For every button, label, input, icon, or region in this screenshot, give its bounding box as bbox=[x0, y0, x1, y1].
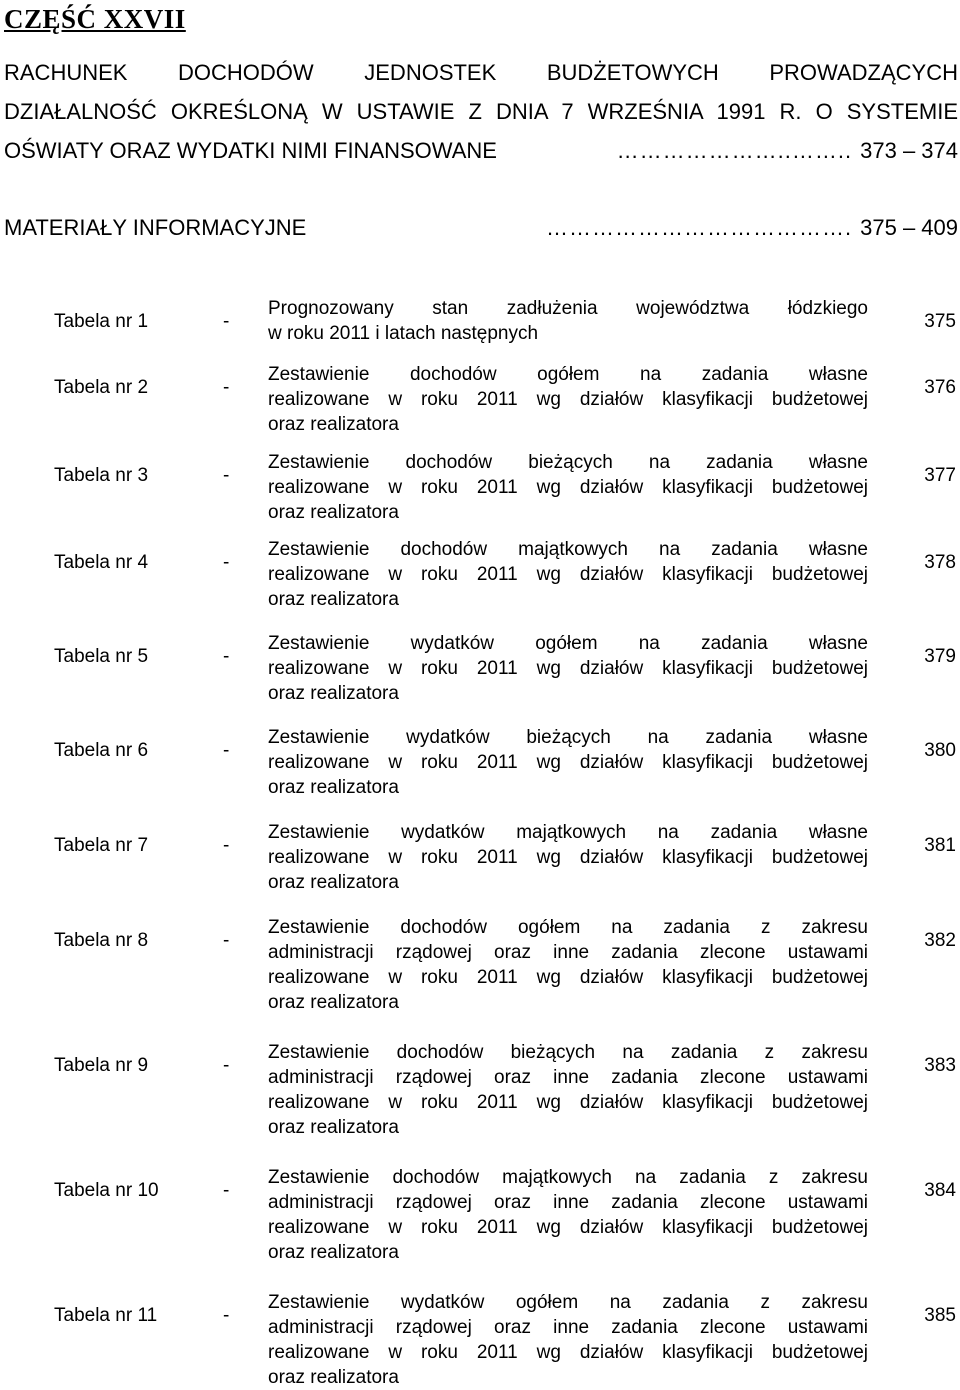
description-line: administracji rządowej oraz inne zadania zlecone ustawami bbox=[268, 1192, 868, 1213]
description-line: realizowane w roku 2011 wg działów klasyfikacji budżetowej bbox=[268, 658, 868, 679]
description-line: Zestawienie wydatków ogółem na zadania własne bbox=[268, 633, 868, 654]
description-line: Prognozowany stan zadłużenia województwa łódzkiego bbox=[268, 298, 868, 319]
table-description bbox=[268, 631, 868, 706]
description-line: w roku 2011 i latach następnych bbox=[268, 323, 539, 344]
section-heading-text: OŚWIATY ORAZ WYDATKI NIMI FINANSOWANE bbox=[4, 138, 497, 163]
table-number-label: Tabela nr 11 bbox=[54, 1305, 158, 1326]
description-line: Zestawienie wydatków majątkowych na zadania własne bbox=[268, 822, 868, 843]
description-line: realizowane w roku 2011 wg działów klasyfikacji budżetowej bbox=[268, 1217, 868, 1238]
description-line: oraz realizatora bbox=[268, 589, 399, 610]
separator-dash: - bbox=[223, 1055, 230, 1076]
table-description bbox=[268, 1040, 868, 1140]
description-line: realizowane w roku 2011 wg działów klasyfikacji budżetowej bbox=[268, 564, 868, 585]
table-number-label: Tabela nr 1 bbox=[54, 311, 149, 332]
page-number: 379 bbox=[924, 646, 956, 667]
description-line: Zestawienie dochodów bieżących na zadania własne bbox=[268, 452, 868, 473]
description-line: oraz realizatora bbox=[268, 502, 399, 523]
table-number-label: Tabela nr 4 bbox=[54, 552, 149, 573]
section-heading-line-1: RACHUNEK DOCHODÓW JEDNOSTEK BUDŻETOWYCH PROWADZĄCYCH bbox=[4, 60, 958, 85]
page-number: 383 bbox=[924, 1055, 956, 1076]
page-range: 373 – 374 bbox=[860, 138, 958, 163]
table-number-label: Tabela nr 9 bbox=[54, 1055, 149, 1076]
description-line: Zestawienie wydatków bieżących na zadania własne bbox=[268, 727, 868, 748]
separator-dash: - bbox=[223, 646, 230, 667]
description-line: realizowane w roku 2011 wg działów klasyfikacji budżetowej bbox=[268, 1092, 868, 1113]
page-number: 384 bbox=[924, 1180, 956, 1201]
table-description bbox=[268, 820, 868, 895]
table-number-label: Tabela nr 6 bbox=[54, 740, 149, 761]
separator-dash: - bbox=[223, 465, 230, 486]
table-description bbox=[268, 296, 868, 346]
table-number-label: Tabela nr 10 bbox=[54, 1180, 159, 1201]
separator-dash: - bbox=[223, 552, 230, 573]
description-line: oraz realizatora bbox=[268, 1242, 399, 1263]
page-number: 385 bbox=[924, 1305, 956, 1326]
description-line: realizowane w roku 2011 wg działów klasyfikacji budżetowej bbox=[268, 847, 868, 868]
page-number: 375 bbox=[924, 311, 956, 332]
table-number-label: Tabela nr 8 bbox=[54, 930, 149, 951]
separator-dash: - bbox=[223, 835, 230, 856]
page-number: 378 bbox=[924, 552, 956, 573]
section-heading-line-3 bbox=[4, 132, 958, 170]
description-line: realizowane w roku 2011 wg działów klasyfikacji budżetowej bbox=[268, 752, 868, 773]
description-line: oraz realizatora bbox=[268, 777, 399, 798]
table-number-label: Tabela nr 7 bbox=[54, 835, 149, 856]
table-description bbox=[268, 915, 868, 1015]
materials-heading-text: MATERIAŁY INFORMACYJNE bbox=[4, 215, 307, 240]
description-line: Zestawienie dochodów ogółem na zadania z zakresu bbox=[268, 917, 868, 938]
page-number: 376 bbox=[924, 377, 956, 398]
description-line: oraz realizatora bbox=[268, 683, 399, 704]
description-line: oraz realizatora bbox=[268, 1117, 399, 1138]
page-range: 375 – 409 bbox=[860, 215, 958, 240]
separator-dash: - bbox=[223, 1305, 230, 1326]
table-number-label: Tabela nr 5 bbox=[54, 646, 149, 667]
separator-dash: - bbox=[223, 1180, 230, 1201]
table-description bbox=[268, 1290, 868, 1390]
page-number: 377 bbox=[924, 465, 956, 486]
table-description bbox=[268, 362, 868, 437]
description-line: administracji rządowej oraz inne zadania zlecone ustawami bbox=[268, 1317, 868, 1338]
description-line: realizowane w roku 2011 wg działów klasyfikacji budżetowej bbox=[268, 389, 868, 410]
description-line: Zestawienie dochodów majątkowych na zadania własne bbox=[268, 539, 868, 560]
page-number: 381 bbox=[924, 835, 956, 856]
description-line: realizowane w roku 2011 wg działów klasyfikacji budżetowej bbox=[268, 967, 868, 988]
leader-dots: …………………..…….. bbox=[616, 138, 853, 163]
leader-dots: …………………………………. bbox=[546, 215, 853, 240]
description-line: realizowane w roku 2011 wg działów klasyfikacji budżetowej bbox=[268, 1342, 868, 1363]
table-number-label: Tabela nr 2 bbox=[54, 377, 149, 398]
table-description bbox=[268, 725, 868, 800]
description-line: Zestawienie dochodów majątkowych na zadania z zakresu bbox=[268, 1167, 868, 1188]
page-number: 380 bbox=[924, 740, 956, 761]
description-line: Zestawienie wydatków ogółem na zadania z zakresu bbox=[268, 1292, 868, 1313]
separator-dash: - bbox=[223, 377, 230, 398]
separator-dash: - bbox=[223, 930, 230, 951]
section-heading-line-2: DZIAŁALNOŚĆ OKREŚLONĄ W USTAWIE Z DNIA 7 WRZEŚNIA 1991 R. O SYSTEMIE bbox=[4, 99, 958, 124]
description-line: Zestawienie dochodów bieżących na zadania z zakresu bbox=[268, 1042, 868, 1063]
separator-dash: - bbox=[223, 740, 230, 761]
table-description bbox=[268, 1165, 868, 1265]
separator-dash: - bbox=[223, 311, 230, 332]
page-number: 382 bbox=[924, 930, 956, 951]
table-number-label: Tabela nr 3 bbox=[54, 465, 149, 486]
table-description bbox=[268, 537, 868, 612]
description-line: oraz realizatora bbox=[268, 414, 399, 435]
table-description bbox=[268, 450, 868, 525]
description-line: administracji rządowej oraz inne zadania zlecone ustawami bbox=[268, 942, 868, 963]
part-title: CZĘŚĆ XXVII bbox=[4, 4, 186, 34]
materials-heading bbox=[4, 209, 958, 247]
description-line: oraz realizatora bbox=[268, 992, 399, 1013]
description-line: oraz realizatora bbox=[268, 872, 399, 893]
description-line: oraz realizatora bbox=[268, 1367, 399, 1388]
description-line: Zestawienie dochodów ogółem na zadania własne bbox=[268, 364, 868, 385]
description-line: realizowane w roku 2011 wg działów klasyfikacji budżetowej bbox=[268, 477, 868, 498]
description-line: administracji rządowej oraz inne zadania zlecone ustawami bbox=[268, 1067, 868, 1088]
